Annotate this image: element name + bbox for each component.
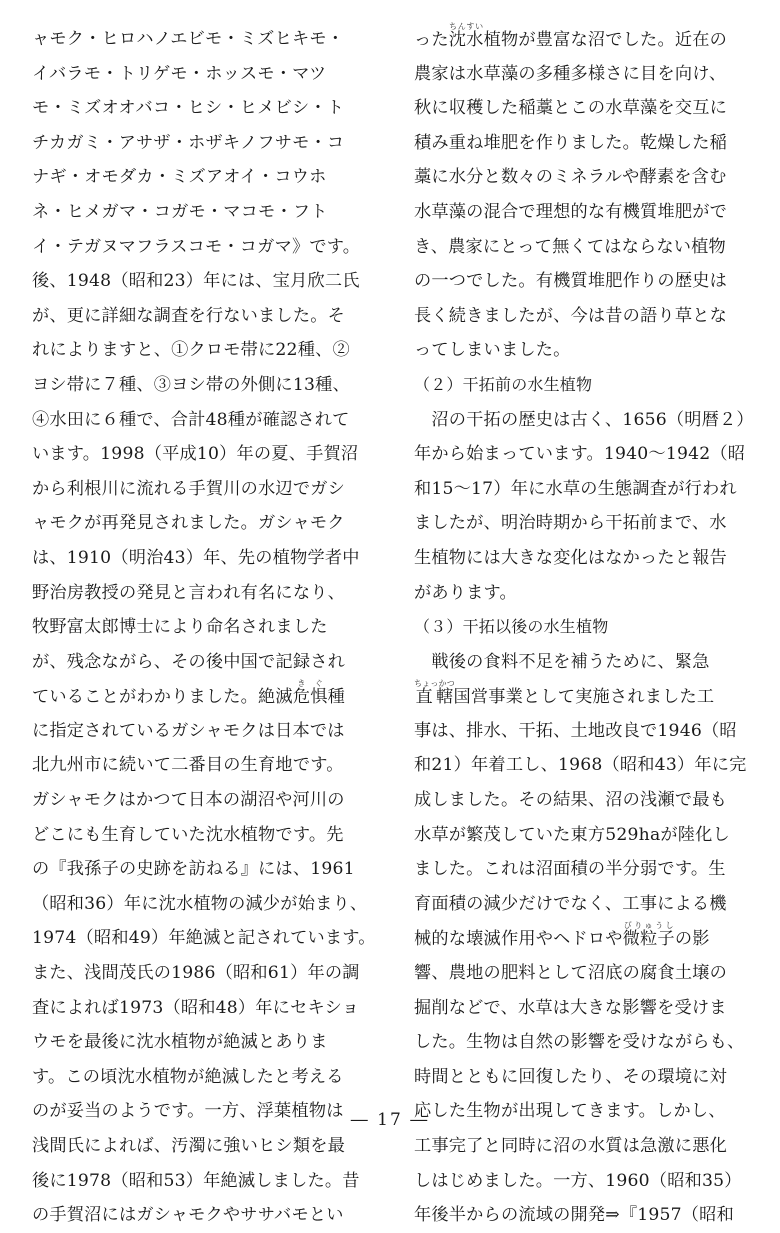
- text-line: の『我孫子の史跡を訪ねる』には、1961: [32, 859, 355, 880]
- text-line: き、農家にとって無くてはならない植物: [414, 236, 726, 257]
- furigana-kigu: 危惧きぐ: [292, 679, 328, 708]
- text-line: ましたが、明治時期から干拓前まで、水: [414, 513, 727, 534]
- text-line: 浅間氏によれば、汚濁に強いヒシ類を最: [32, 1136, 345, 1156]
- text-line: 戦後の食料不足を補うために、緊急: [414, 651, 710, 672]
- section-heading: （３）干拓以後の水生植物: [414, 617, 609, 637]
- text-line: ていることがわかりました。絶滅危惧きぐ種: [32, 679, 345, 708]
- text-line: 長く続きましたが、今は昔の語り草とな: [414, 305, 727, 326]
- text-line: した。生物は自然の影響を受けながらも、: [414, 1032, 745, 1053]
- text-line: ④水田に６種で、合計48種が確認されて: [32, 409, 350, 430]
- text-line: 直轄ちょっかつ国営事業として実施されました工: [414, 679, 715, 708]
- text-line: イバラモ・トリゲモ・ホッスモ・マツ: [32, 63, 327, 84]
- text-line: 育面積の減少だけでなく、工事による機: [414, 893, 727, 914]
- text-line: が、残念ながら、その後中国で記録され: [32, 651, 345, 672]
- text-line: った沈水ちんすい植物が豊富な沼でした。近在の: [414, 22, 727, 50]
- text-line: があります。: [414, 582, 517, 603]
- text-line: 水草藻の混合で理想的な有機質堆肥がで: [414, 201, 727, 222]
- text-line: 農家は水草藻の多種多様さに目を向け、: [414, 63, 727, 84]
- text-line: 秋に収穫した稲藁とこの水草藻を交互に: [414, 98, 727, 119]
- text-line: 年後半からの流域の開発⇒『1957（昭和: [414, 1205, 734, 1226]
- text-line: 北九州市に続いて二番目の生育地です。: [32, 755, 344, 776]
- section-heading: （２）干拓前の水生植物: [414, 374, 593, 394]
- text-line: 藁に水分と数々のミネラルや酵素を含む: [414, 167, 727, 188]
- text-line: 年から始まっています。1940～1942（昭: [414, 444, 746, 465]
- text-line: います。1998（平成10）年の夏、手賀沼: [32, 444, 359, 465]
- text-line: の手賀沼にはガシャモクやササバモとい: [32, 1205, 344, 1226]
- text-line: また、浅間茂氏の1986（昭和61）年の調: [32, 963, 360, 984]
- text-line: 事は、排水、干拓、土地改良で1946（昭: [414, 720, 737, 741]
- text-line: （昭和36）年に沈水植物の減少が始まり、: [32, 893, 368, 914]
- text-line: 成しました。その結果、沼の浅瀬で最も: [414, 790, 727, 811]
- text-line: 和21）年着工し、1968（昭和43）年に完: [414, 755, 747, 776]
- text-line: イ・テガヌマフラスコモ・コガマ》です。: [32, 236, 361, 257]
- text-line: ヨシ帯に７種、③ヨシ帯の外側に13種、: [32, 374, 350, 395]
- text-line: ャモク・ヒロハノエビモ・ミズヒキモ・: [32, 29, 345, 49]
- text-line: 1974（昭和49）年絶滅と記されています。: [32, 928, 376, 949]
- text-line: のが妥当のようです。一方、浮葉植物は: [32, 1101, 344, 1122]
- text-line: の一つでした。有機質堆肥作りの歴史は: [414, 271, 727, 292]
- text-line: チカガミ・アサザ・ホザキノフサモ・コ: [32, 132, 345, 153]
- text-line: 掘削などで、水草は大きな影響を受けま: [414, 997, 727, 1018]
- text-line: が、更に詳細な調査を行ないました。そ: [32, 305, 345, 326]
- text-line: ナギ・オモダカ・ミズアオイ・コウホ: [32, 167, 327, 188]
- text-line: 沼の干拓の歴史は古く、1656（明暦２）: [414, 409, 754, 430]
- text-line: 生植物には大きな変化はなかったと報告: [414, 547, 727, 568]
- page-number: ― 17 ―: [350, 1110, 430, 1130]
- text-line: に指定されているガシャモクは日本では: [32, 720, 345, 741]
- text-line: 水草が繁茂していた東方529haが陸化し: [414, 824, 730, 845]
- text-line: 応した生物が出現してきます。しかし、: [414, 1101, 726, 1122]
- left-column: [32, 22, 387, 1233]
- text-line: 査によれば1973（昭和48）年にセキショ: [32, 997, 360, 1018]
- furigana-biryuushi: 微粒子びりゅうし: [622, 921, 675, 950]
- text-line: は、1910（明治43）年、先の植物学者中: [32, 547, 360, 568]
- text-line: 響、農地の肥料として沼底の腐食土壌の: [414, 963, 727, 984]
- text-line: 械的な壊滅作用やヘドロや微粒子びりゅうしの影: [414, 921, 710, 950]
- text-line: 野治房教授の発見と言われ有名になり、: [32, 582, 345, 603]
- text-line: しはじめました。一方、1960（昭和35）: [414, 1170, 742, 1191]
- right-column: [414, 22, 769, 1233]
- text-line: ャモクが再発見されました。ガシャモク: [32, 513, 345, 534]
- text-line: 工事完了と同時に沼の水質は急激に悪化: [414, 1136, 727, 1156]
- furigana-chokkatsu: 直轄ちょっかつ: [414, 679, 455, 708]
- text-line: から利根川に流れる手賀川の水辺でガシ: [32, 478, 345, 499]
- text-line: 和15～17）年に水草の生態調査が行われ: [414, 478, 737, 499]
- text-line: ってしまいました。: [414, 340, 571, 361]
- text-line: ウモを最後に沈水植物が絶滅とありま: [32, 1032, 328, 1053]
- text-line: 後、1948（昭和23）年には、宝月欣二氏: [32, 271, 360, 292]
- text-line: れによりますと、①クロモ帯に22種、②: [32, 340, 350, 361]
- text-line: す。この頃沈水植物が絶滅したと考える: [32, 1066, 344, 1087]
- text-line: モ・ミズオオバコ・ヒシ・ヒメビシ・ト: [32, 98, 345, 119]
- text-line: 時間とともに回復したり、その環境に対: [414, 1066, 727, 1087]
- text-line: 積み重ね堆肥を作りました。乾燥した稲: [414, 132, 727, 153]
- text-line: どこにも生育していた沈水植物です。先: [32, 824, 344, 845]
- furigana-chinsui: 沈水ちんすい: [448, 22, 484, 50]
- text-line: 牧野富太郎博士により命名されました: [32, 617, 328, 638]
- text-line: 後に1978（昭和53）年絶滅しました。昔: [32, 1170, 360, 1191]
- text-line: ネ・ヒメガマ・コガモ・マコモ・フト: [32, 201, 328, 222]
- text-line: ガシャモクはかつて日本の湖沼や河川の: [32, 790, 345, 811]
- text-line: ました。これは沼面積の半分弱です。生: [414, 859, 726, 880]
